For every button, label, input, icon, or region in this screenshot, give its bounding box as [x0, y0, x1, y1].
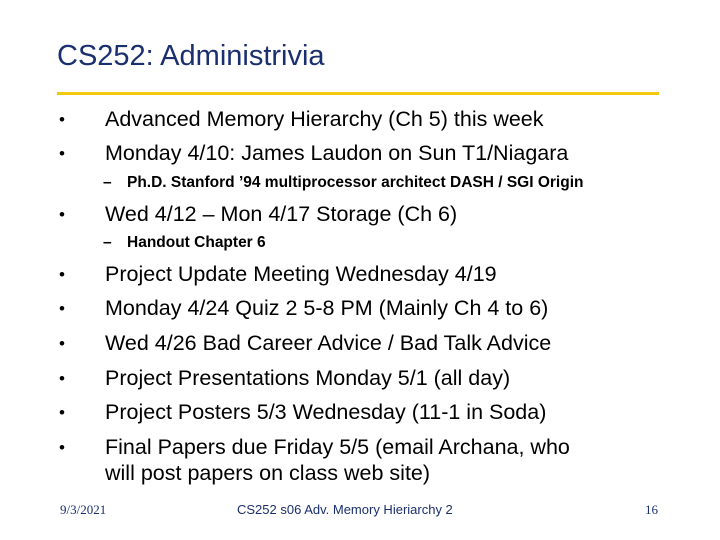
- bullet-item-continuation: [105, 460, 685, 487]
- sub-bullet-dash: –: [103, 174, 112, 191]
- footer-date: 9/3/2021: [60, 502, 107, 517]
- bullet-dot: •: [59, 110, 65, 129]
- bullet-text: Project Presentations Monday 5/1 (all day): [105, 366, 511, 390]
- sub-bullet-dash: –: [103, 234, 112, 251]
- bullet-text: Monday 4/24 Quiz 2 5-8 PM (Mainly Ch 4 to 6): [105, 296, 549, 320]
- bullet-item: [59, 140, 685, 167]
- title-underline: [57, 92, 659, 95]
- bullet-text: will post papers on class web site): [105, 461, 431, 485]
- bullet-text: Final Papers due Friday 5/5 (email Archana, who: [105, 435, 570, 459]
- footer-page-number: 16: [645, 502, 658, 517]
- bullet-text: Wed 4/12 – Mon 4/17 Storage (Ch 6): [105, 202, 458, 226]
- bullet-dot: •: [59, 144, 65, 163]
- bullet-item: [59, 295, 685, 322]
- bullet-dot: •: [59, 334, 65, 353]
- bullet-dot: •: [59, 205, 65, 224]
- bullet-text: Advanced Memory Hierarchy (Ch 5) this week: [105, 107, 544, 131]
- sub-bullet-item: [103, 233, 266, 253]
- bullet-item: [59, 365, 685, 392]
- sub-bullet-item: [103, 173, 584, 193]
- bullet-text: Monday 4/10: James Laudon on Sun T1/Niagara: [105, 141, 569, 165]
- bullet-item: [59, 434, 685, 461]
- sub-bullet-text: Ph.D. Stanford ’94 multiprocessor architect DASH / SGI Origin: [127, 174, 584, 191]
- bullet-dot: •: [59, 265, 65, 284]
- bullet-dot: •: [59, 438, 65, 457]
- footer-course: CS252 s06 Adv. Memory Hieriarchy 2: [237, 502, 453, 517]
- bullet-item: [59, 399, 685, 426]
- bullet-item: [59, 330, 685, 357]
- bullet-item: [59, 261, 685, 288]
- bullet-item: [59, 201, 685, 228]
- sub-bullet-text: Handout Chapter 6: [127, 234, 266, 251]
- bullet-item: [59, 106, 685, 133]
- bullet-text: Wed 4/26 Bad Career Advice / Bad Talk Advice: [105, 331, 552, 355]
- bullet-dot: •: [59, 299, 65, 318]
- bullet-text: Project Posters 5/3 Wednesday (11-1 in Soda): [105, 400, 547, 424]
- bullet-text: Project Update Meeting Wednesday 4/19: [105, 262, 497, 286]
- bullet-dot: •: [59, 369, 65, 388]
- slide-title: CS252: Administrivia: [57, 40, 325, 72]
- bullet-dot: •: [59, 403, 65, 422]
